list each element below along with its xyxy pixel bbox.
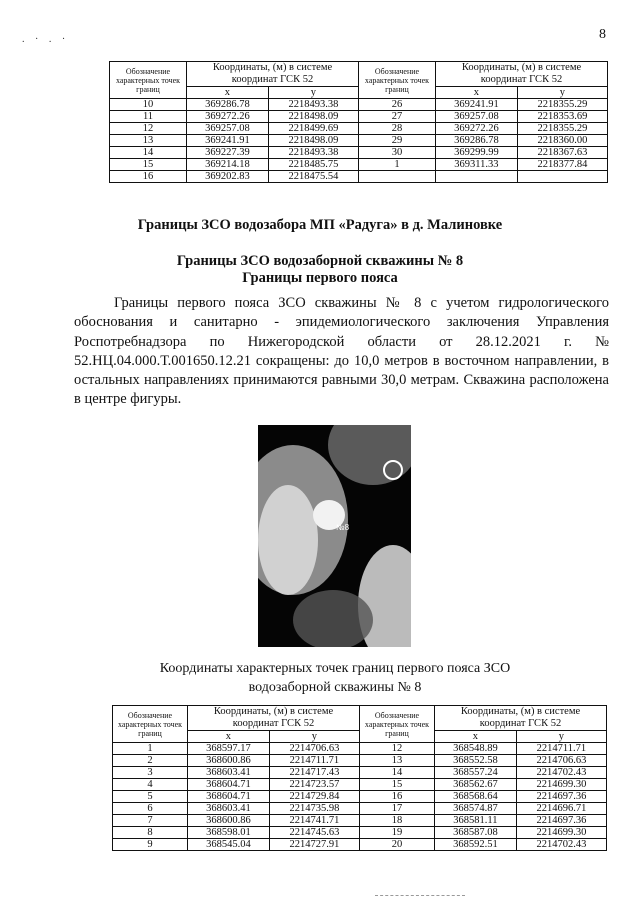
table-row bbox=[110, 147, 608, 159]
point-number-cell: 12 bbox=[359, 743, 434, 755]
y-coordinate-cell: 2214696.71 bbox=[516, 803, 606, 815]
point-number-cell: 12 bbox=[110, 123, 187, 135]
x-coordinate-cell: 368603.41 bbox=[188, 767, 270, 779]
x-coordinate-cell: 368597.17 bbox=[188, 743, 270, 755]
paragraph-line: обоснования и санитарно - эпидемиологического заключения Управления bbox=[74, 314, 609, 331]
y-header: y bbox=[269, 731, 359, 743]
table-row bbox=[113, 767, 607, 779]
y-coordinate-cell: 2218367.63 bbox=[517, 147, 607, 159]
y-header: y bbox=[516, 731, 606, 743]
point-number-cell: 16 bbox=[359, 791, 434, 803]
table-row bbox=[113, 815, 607, 827]
x-coordinate-cell: 369311.33 bbox=[435, 159, 517, 171]
y-coordinate-cell: 2218475.54 bbox=[268, 171, 358, 183]
y-header: y bbox=[517, 87, 607, 99]
paragraph-line: направлении, в остальных направлениях принимаются равными 30,0 метрам. bbox=[74, 352, 610, 389]
point-number-cell: 13 bbox=[110, 135, 187, 147]
photo-shape bbox=[258, 485, 318, 595]
point-number-cell: 9 bbox=[113, 839, 188, 851]
circle-marker bbox=[383, 460, 403, 480]
table-body bbox=[113, 743, 607, 851]
x-coordinate-cell: 369286.78 bbox=[435, 135, 517, 147]
y-coordinate-cell: 2218377.84 bbox=[517, 159, 607, 171]
point-number-cell: 1 bbox=[358, 159, 435, 171]
table-row bbox=[113, 779, 607, 791]
x-coordinate-cell: 368600.86 bbox=[188, 755, 270, 767]
point-number-cell: 30 bbox=[358, 147, 435, 159]
point-number-cell: 6 bbox=[113, 803, 188, 815]
point-number-cell: 7 bbox=[113, 815, 188, 827]
x-coordinate-cell: 369241.91 bbox=[187, 135, 269, 147]
y-coordinate-cell: 2214723.57 bbox=[269, 779, 359, 791]
table-caption: Координаты характерных точек границ первого пояса ЗСО bbox=[159, 661, 511, 676]
y-coordinate-cell: 2214706.63 bbox=[269, 743, 359, 755]
table-row bbox=[113, 803, 607, 815]
coords-header: Координаты, (м) в системе координат ГСК 52 bbox=[188, 706, 360, 731]
y-coordinate-cell: 2214717.43 bbox=[269, 767, 359, 779]
x-coordinate-cell bbox=[435, 171, 517, 183]
x-coordinate-cell: 368557.24 bbox=[434, 767, 516, 779]
x-coordinate-cell: 368574.87 bbox=[434, 803, 516, 815]
table-row bbox=[113, 791, 607, 803]
page-number: 8 bbox=[599, 27, 606, 42]
x-coordinate-cell: 368598.01 bbox=[188, 827, 270, 839]
x-coordinate-cell: 369257.08 bbox=[435, 111, 517, 123]
point-number-cell: 11 bbox=[110, 111, 187, 123]
point-number-cell: 15 bbox=[110, 159, 187, 171]
y-coordinate-cell: 2214706.63 bbox=[516, 755, 606, 767]
y-coordinate-cell: 2218355.29 bbox=[517, 123, 607, 135]
x-coordinate-cell: 368603.41 bbox=[188, 803, 270, 815]
x-coordinate-cell: 369299.99 bbox=[435, 147, 517, 159]
table-row bbox=[113, 827, 607, 839]
coordinates-table-1 bbox=[109, 61, 608, 183]
y-coordinate-cell: 2214702.43 bbox=[516, 767, 606, 779]
coords-header: Координаты, (м) в системе координат ГСК 52 bbox=[435, 62, 607, 87]
y-coordinate-cell: 2218353.69 bbox=[517, 111, 607, 123]
y-coordinate-cell bbox=[517, 171, 607, 183]
y-coordinate-cell: 2218498.09 bbox=[268, 111, 358, 123]
x-coordinate-cell: 368545.04 bbox=[188, 839, 270, 851]
table-row bbox=[110, 99, 608, 111]
point-number-cell: 4 bbox=[113, 779, 188, 791]
table-row bbox=[113, 839, 607, 851]
x-coordinate-cell: 369286.78 bbox=[187, 99, 269, 111]
x-coordinate-cell: 368587.08 bbox=[434, 827, 516, 839]
x-coordinate-cell: 368548.89 bbox=[434, 743, 516, 755]
table-row bbox=[110, 159, 608, 171]
paragraph-line: Скважина расположена в центре фигуры. bbox=[74, 372, 609, 408]
point-label-header: Обозначение характерных точек границ bbox=[113, 706, 188, 743]
point-number-cell: 1 bbox=[113, 743, 188, 755]
point-number-cell: 26 bbox=[358, 99, 435, 111]
y-coordinate-cell: 2214741.71 bbox=[269, 815, 359, 827]
x-coordinate-cell: 369272.26 bbox=[435, 123, 517, 135]
point-label-header: Обозначение характерных точек границ bbox=[110, 62, 187, 99]
section-heading: Границы ЗСО водозабора МП «Радуга» в д. Малиновке bbox=[137, 217, 503, 233]
y-coordinate-cell: 2214699.30 bbox=[516, 827, 606, 839]
y-coordinate-cell: 2214702.43 bbox=[516, 839, 606, 851]
x-coordinate-cell: 368562.67 bbox=[434, 779, 516, 791]
table-caption-line2: водозаборной скважины № 8 bbox=[248, 680, 422, 695]
x-header: x bbox=[187, 87, 269, 99]
point-number-cell: 28 bbox=[358, 123, 435, 135]
y-coordinate-cell: 2214697.36 bbox=[516, 791, 606, 803]
x-coordinate-cell: 369272.26 bbox=[187, 111, 269, 123]
coords-header: Координаты, (м) в системе координат ГСК 52 bbox=[434, 706, 606, 731]
footer-rule bbox=[375, 895, 465, 897]
point-label-header: Обозначение характерных точек границ bbox=[359, 706, 434, 743]
table-row bbox=[113, 755, 607, 767]
table-row bbox=[110, 171, 608, 183]
y-header: y bbox=[268, 87, 358, 99]
scan-specks: . · . · bbox=[22, 34, 70, 45]
paragraph-line: Границы первого пояса ЗСО скважины № 8 с учетом гидрологического bbox=[114, 295, 609, 311]
x-coordinate-cell: 368568.64 bbox=[434, 791, 516, 803]
point-number-cell: 14 bbox=[110, 147, 187, 159]
point-number-cell: 20 bbox=[359, 839, 434, 851]
y-coordinate-cell: 2218499.69 bbox=[268, 123, 358, 135]
point-number-cell: 13 bbox=[359, 755, 434, 767]
point-number-cell: 10 bbox=[110, 99, 187, 111]
subsection-heading: Границы ЗСО водозаборной скважины № 8 bbox=[176, 253, 464, 269]
point-number-cell: 19 bbox=[359, 827, 434, 839]
point-number-cell bbox=[358, 171, 435, 183]
aerial-photo bbox=[258, 425, 411, 647]
point-number-cell: 5 bbox=[113, 791, 188, 803]
x-coordinate-cell: 369227.39 bbox=[187, 147, 269, 159]
coordinates-table-2 bbox=[112, 705, 607, 851]
y-coordinate-cell: 2214711.71 bbox=[516, 743, 606, 755]
y-coordinate-cell: 2218355.29 bbox=[517, 99, 607, 111]
subsection-subheading: Границы первого пояса bbox=[242, 270, 398, 286]
y-coordinate-cell: 2214735.98 bbox=[269, 803, 359, 815]
y-coordinate-cell: 2218498.09 bbox=[268, 135, 358, 147]
x-header: x bbox=[434, 731, 516, 743]
x-coordinate-cell: 369214.18 bbox=[187, 159, 269, 171]
y-coordinate-cell: 2214727.91 bbox=[269, 839, 359, 851]
point-number-cell: 18 bbox=[359, 815, 434, 827]
y-coordinate-cell: 2218493.38 bbox=[268, 99, 358, 111]
x-coordinate-cell: 369257.08 bbox=[187, 123, 269, 135]
description-paragraph bbox=[74, 294, 609, 410]
x-coordinate-cell: 369202.83 bbox=[187, 171, 269, 183]
paragraph-line: № 52.НЦ.04.000.Т.001650.12.21 сокращены: до 10,0 метров в восточном bbox=[74, 333, 609, 369]
y-coordinate-cell: 2218360.00 bbox=[517, 135, 607, 147]
point-number-cell: 15 bbox=[359, 779, 434, 791]
point-number-cell: 2 bbox=[113, 755, 188, 767]
table-row bbox=[113, 743, 607, 755]
x-header: x bbox=[435, 87, 517, 99]
point-number-cell: 17 bbox=[359, 803, 434, 815]
table-row bbox=[110, 123, 608, 135]
point-number-cell: 27 bbox=[358, 111, 435, 123]
table-row bbox=[110, 111, 608, 123]
paragraph-line: Роспотребнадзора по Нижегородской области от 28.12.2021 г. bbox=[74, 333, 572, 350]
y-coordinate-cell: 2218485.75 bbox=[268, 159, 358, 171]
x-coordinate-cell: 368581.11 bbox=[434, 815, 516, 827]
y-coordinate-cell: 2214729.84 bbox=[269, 791, 359, 803]
point-number-cell: 8 bbox=[113, 827, 188, 839]
x-coordinate-cell: 368552.58 bbox=[434, 755, 516, 767]
y-coordinate-cell: 2214699.30 bbox=[516, 779, 606, 791]
well-label: №8 bbox=[336, 523, 350, 532]
y-coordinate-cell: 2218493.38 bbox=[268, 147, 358, 159]
table-body bbox=[110, 99, 608, 183]
x-coordinate-cell: 368604.71 bbox=[188, 779, 270, 791]
x-coordinate-cell: 368600.86 bbox=[188, 815, 270, 827]
x-header: x bbox=[188, 731, 270, 743]
point-number-cell: 16 bbox=[110, 171, 187, 183]
y-coordinate-cell: 2214745.63 bbox=[269, 827, 359, 839]
x-coordinate-cell: 368592.51 bbox=[434, 839, 516, 851]
y-coordinate-cell: 2214711.71 bbox=[269, 755, 359, 767]
y-coordinate-cell: 2214697.36 bbox=[516, 815, 606, 827]
point-number-cell: 29 bbox=[358, 135, 435, 147]
table-row bbox=[110, 135, 608, 147]
point-number-cell: 14 bbox=[359, 767, 434, 779]
x-coordinate-cell: 369241.91 bbox=[435, 99, 517, 111]
point-label-header: Обозначение характерных точек границ bbox=[358, 62, 435, 99]
coords-header: Координаты, (м) в системе координат ГСК 52 bbox=[187, 62, 359, 87]
point-number-cell: 3 bbox=[113, 767, 188, 779]
x-coordinate-cell: 368604.71 bbox=[188, 791, 270, 803]
photo-shape bbox=[293, 590, 373, 647]
